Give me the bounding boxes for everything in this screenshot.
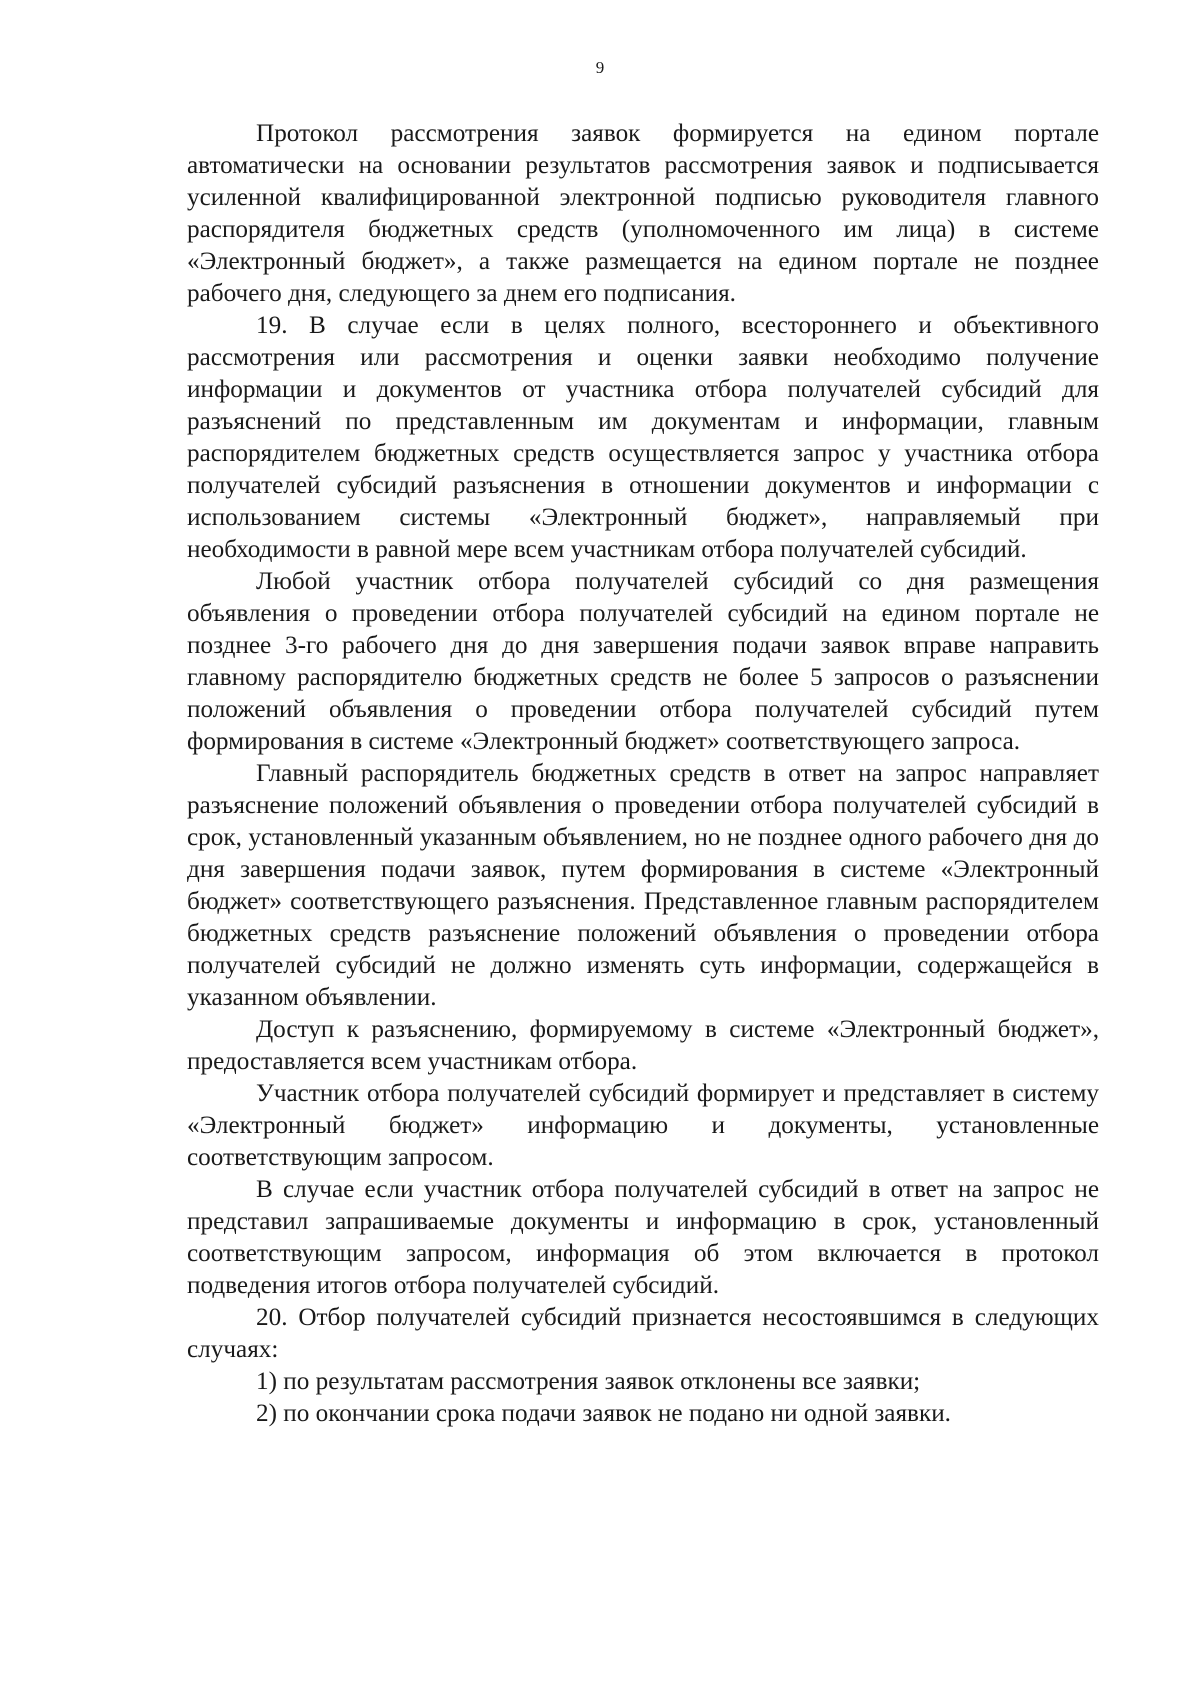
list-item-1: 1) по результатам рассмотрения заявок отклонены все заявки; (256, 1368, 921, 1395)
document-body (187, 118, 1099, 1430)
paragraph-clarification-response: Главный распорядитель бюджетных средств в ответ на запрос направляет разъяснение положений объявления о проведении отбора получателей субсидий в срок, установленный указанным объявлением, но не позднее одного рабочего дня до дня завершения подачи заявок, путем формирования в системе «Электронный бюджет» соответствующего разъяснения. Представленное главным распорядителем бюджетных средств разъяснение положений объявления о проведении отбора получателей субсидий не должно изменять суть информации, содержащейся в указанном объявлении. (187, 760, 1099, 1011)
page-number: 9 (595, 58, 605, 77)
paragraph-19: 19. В случае если в целях полного, всестороннего и объективного рассмотрения или рассмотрения и оценки заявки необходимо получение информации и документов от участника отбора получателей субсидий для разъяснений по представленным им документам и информации, главным распорядителем бюджетных средств осуществляется запрос у участника отбора получателей субсидий разъяснения в отношении документов и информации с использованием системы «Электронный бюджет», направляемый при необходимости в равной мере всем участникам отбора получателей субсидий. (187, 312, 1099, 563)
paragraph-20: 20. Отбор получателей субсидий признается несостоявшимся в следующих случаях: (187, 1304, 1099, 1363)
paragraph-no-response: В случае если участник отбора получателей субсидий в ответ на запрос не представил запрашиваемые документы и информацию в срок, установленный соответствующим запросом, информация об этом включается в протокол подведения итогов отбора получателей субсидий. (187, 1176, 1099, 1299)
paragraph-participant-submission: Участник отбора получателей субсидий формирует и представляет в систему «Электронный бюджет» информацию и документы, установленные соответствующим запросом. (187, 1080, 1099, 1171)
paragraph-access: Доступ к разъяснению, формируемому в системе «Электронный бюджет», предоставляется всем участникам отбора. (187, 1016, 1099, 1075)
list-item-2: 2) по окончании срока подачи заявок не подано ни одной заявки. (256, 1400, 951, 1427)
paragraph-protocol: Протокол рассмотрения заявок формируется на едином портале автоматически на основании результатов рассмотрения заявок и подписывается усиленной квалифицированной электронной подписью руководителя главного распорядителя бюджетных средств (уполномоченного им лица) в системе «Электронный бюджет», а также размещается на едином портале не позднее рабочего дня, следующего за днем его подписания. (187, 120, 1099, 307)
paragraph-inquiry-rights: Любой участник отбора получателей субсидий со дня размещения объявления о проведении отбора получателей субсидий на едином портале не позднее 3-го рабочего дня до дня завершения подачи заявок вправе направить главному распорядителю бюджетных средств не более 5 запросов о разъяснении положений объявления о проведении отбора получателей субсидий путем формирования в системе «Электронный бюджет» соответствующего запроса. (187, 568, 1099, 755)
